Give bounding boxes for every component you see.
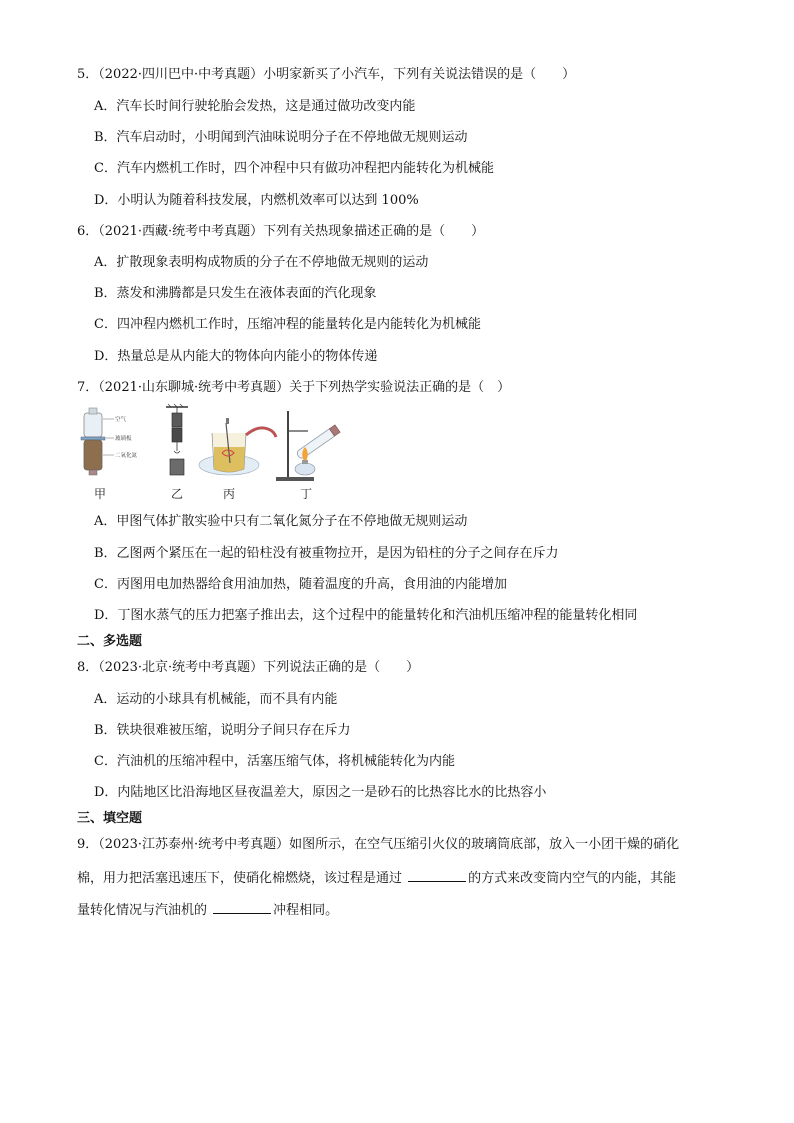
question-5-option-a: A．汽车长时间行驶轮胎会发热，这是通过做功改变内能 [94,99,416,114]
jia-label-glass-plate: 玻璃板 [115,436,132,442]
yi-lead-cylinders [166,404,188,475]
question-9-text-2b: 的方式来改变筒内空气的内能，其能 [468,871,677,886]
figure-label-jia: 甲 [93,487,107,501]
ding-steam-stopper [276,411,340,481]
figure-label-yi: 乙 [170,487,184,501]
bing-oil-heating [199,418,276,475]
question-7-option-b: B．乙图两个紧压在一起的铅柱没有被重物拉开，是因为铅柱的分子之间存在斥力 [94,546,559,561]
question-8-option-b: B．铁块很难被压缩，说明分子间只存在斥力 [94,723,351,738]
question-6-option-d: D．热量总是从内能大的物体向内能小的物体传递 [94,349,378,364]
q7-experiment-figure [76,403,356,503]
question-8-stem: 8．（2023·北京·统考中考真题）下列说法正确的是（ ） [77,660,420,675]
question-9-blank-1[interactable] [408,869,466,882]
question-9-blank-2[interactable] [213,901,271,914]
question-9-line-1: 9．（2023·江苏泰州·统考中考真题）如图所示，在空气压缩引火仪的玻璃筒底部，放入一小团干燥的硝化 [77,837,680,852]
jia-label-no2: 二氧化氮 [115,453,138,459]
question-9-line-3 [77,901,338,920]
jia-label-air: 空气 [115,417,127,423]
question-9-line-2 [77,869,676,888]
question-7-option-c: C．丙图用电加热器给食用油加热，随着温度的升高，食用油的内能增加 [94,577,507,592]
question-5-option-b: B．汽车启动时，小明闻到汽油味说明分子在不停地做无规则运动 [94,130,468,145]
question-6-option-c: C．四冲程内燃机工作时，压缩冲程的能量转化是内能转化为机械能 [94,317,481,332]
question-5-option-c: C．汽车内燃机工作时，四个冲程中只有做功冲程把内能转化为机械能 [94,161,494,176]
question-9-text-3a: 量转化情况与汽油机的 [77,903,212,918]
question-7-option-d: D．丁图水蒸气的压力把塞子推出去，这个过程中的能量转化和汽油机压缩冲程的能量转化相同 [94,608,638,623]
question-6-option-a: A．扩散现象表明构成物质的分子在不停地做无规则的运动 [94,255,429,270]
question-6-option-b: B．蒸发和沸腾都是只发生在液体表面的汽化现象 [94,286,377,301]
question-8-option-c: C．汽油机的压缩冲程中，活塞压缩气体，将机械能转化为内能 [94,754,455,769]
jia-diffusion-jars [81,408,138,475]
question-7-option-a: A．甲图气体扩散实验中只有二氧化氮分子在不停地做无规则运动 [94,514,468,529]
question-9-text-3b: 冲程相同。 [273,903,339,918]
question-8-option-a: A．运动的小球具有机械能，而不具有内能 [94,692,338,707]
figure-label-ding: 丁 [299,487,313,501]
section-heading-multiple-choice: 二、多选题 [77,634,143,649]
question-5-stem: 5．（2022·四川巴中·中考真题）小明家新买了小汽车，下列有关说法错误的是（ ） [77,67,576,82]
question-7-stem: 7．（2021·山东聊城·统考中考真题）关于下列热学实验说法正确的是（ ） [77,380,511,395]
question-9-text-2a: 棉，用力把活塞迅速压下，使硝化棉燃烧，该过程是通过 [77,871,407,886]
question-5-option-d: D．小明认为随着科技发展，内燃机效率可以达到 100% [94,193,419,208]
section-heading-fill-in: 三、填空题 [77,811,143,826]
question-8-option-d: D．内陆地区比沿海地区昼夜温差大，原因之一是砂石的比热容比水的比热容小 [94,785,547,800]
figure-label-bing: 丙 [222,487,236,501]
question-6-stem: 6．（2021·西藏·统考中考真题）下列有关热现象描述正确的是（ ） [77,224,485,239]
